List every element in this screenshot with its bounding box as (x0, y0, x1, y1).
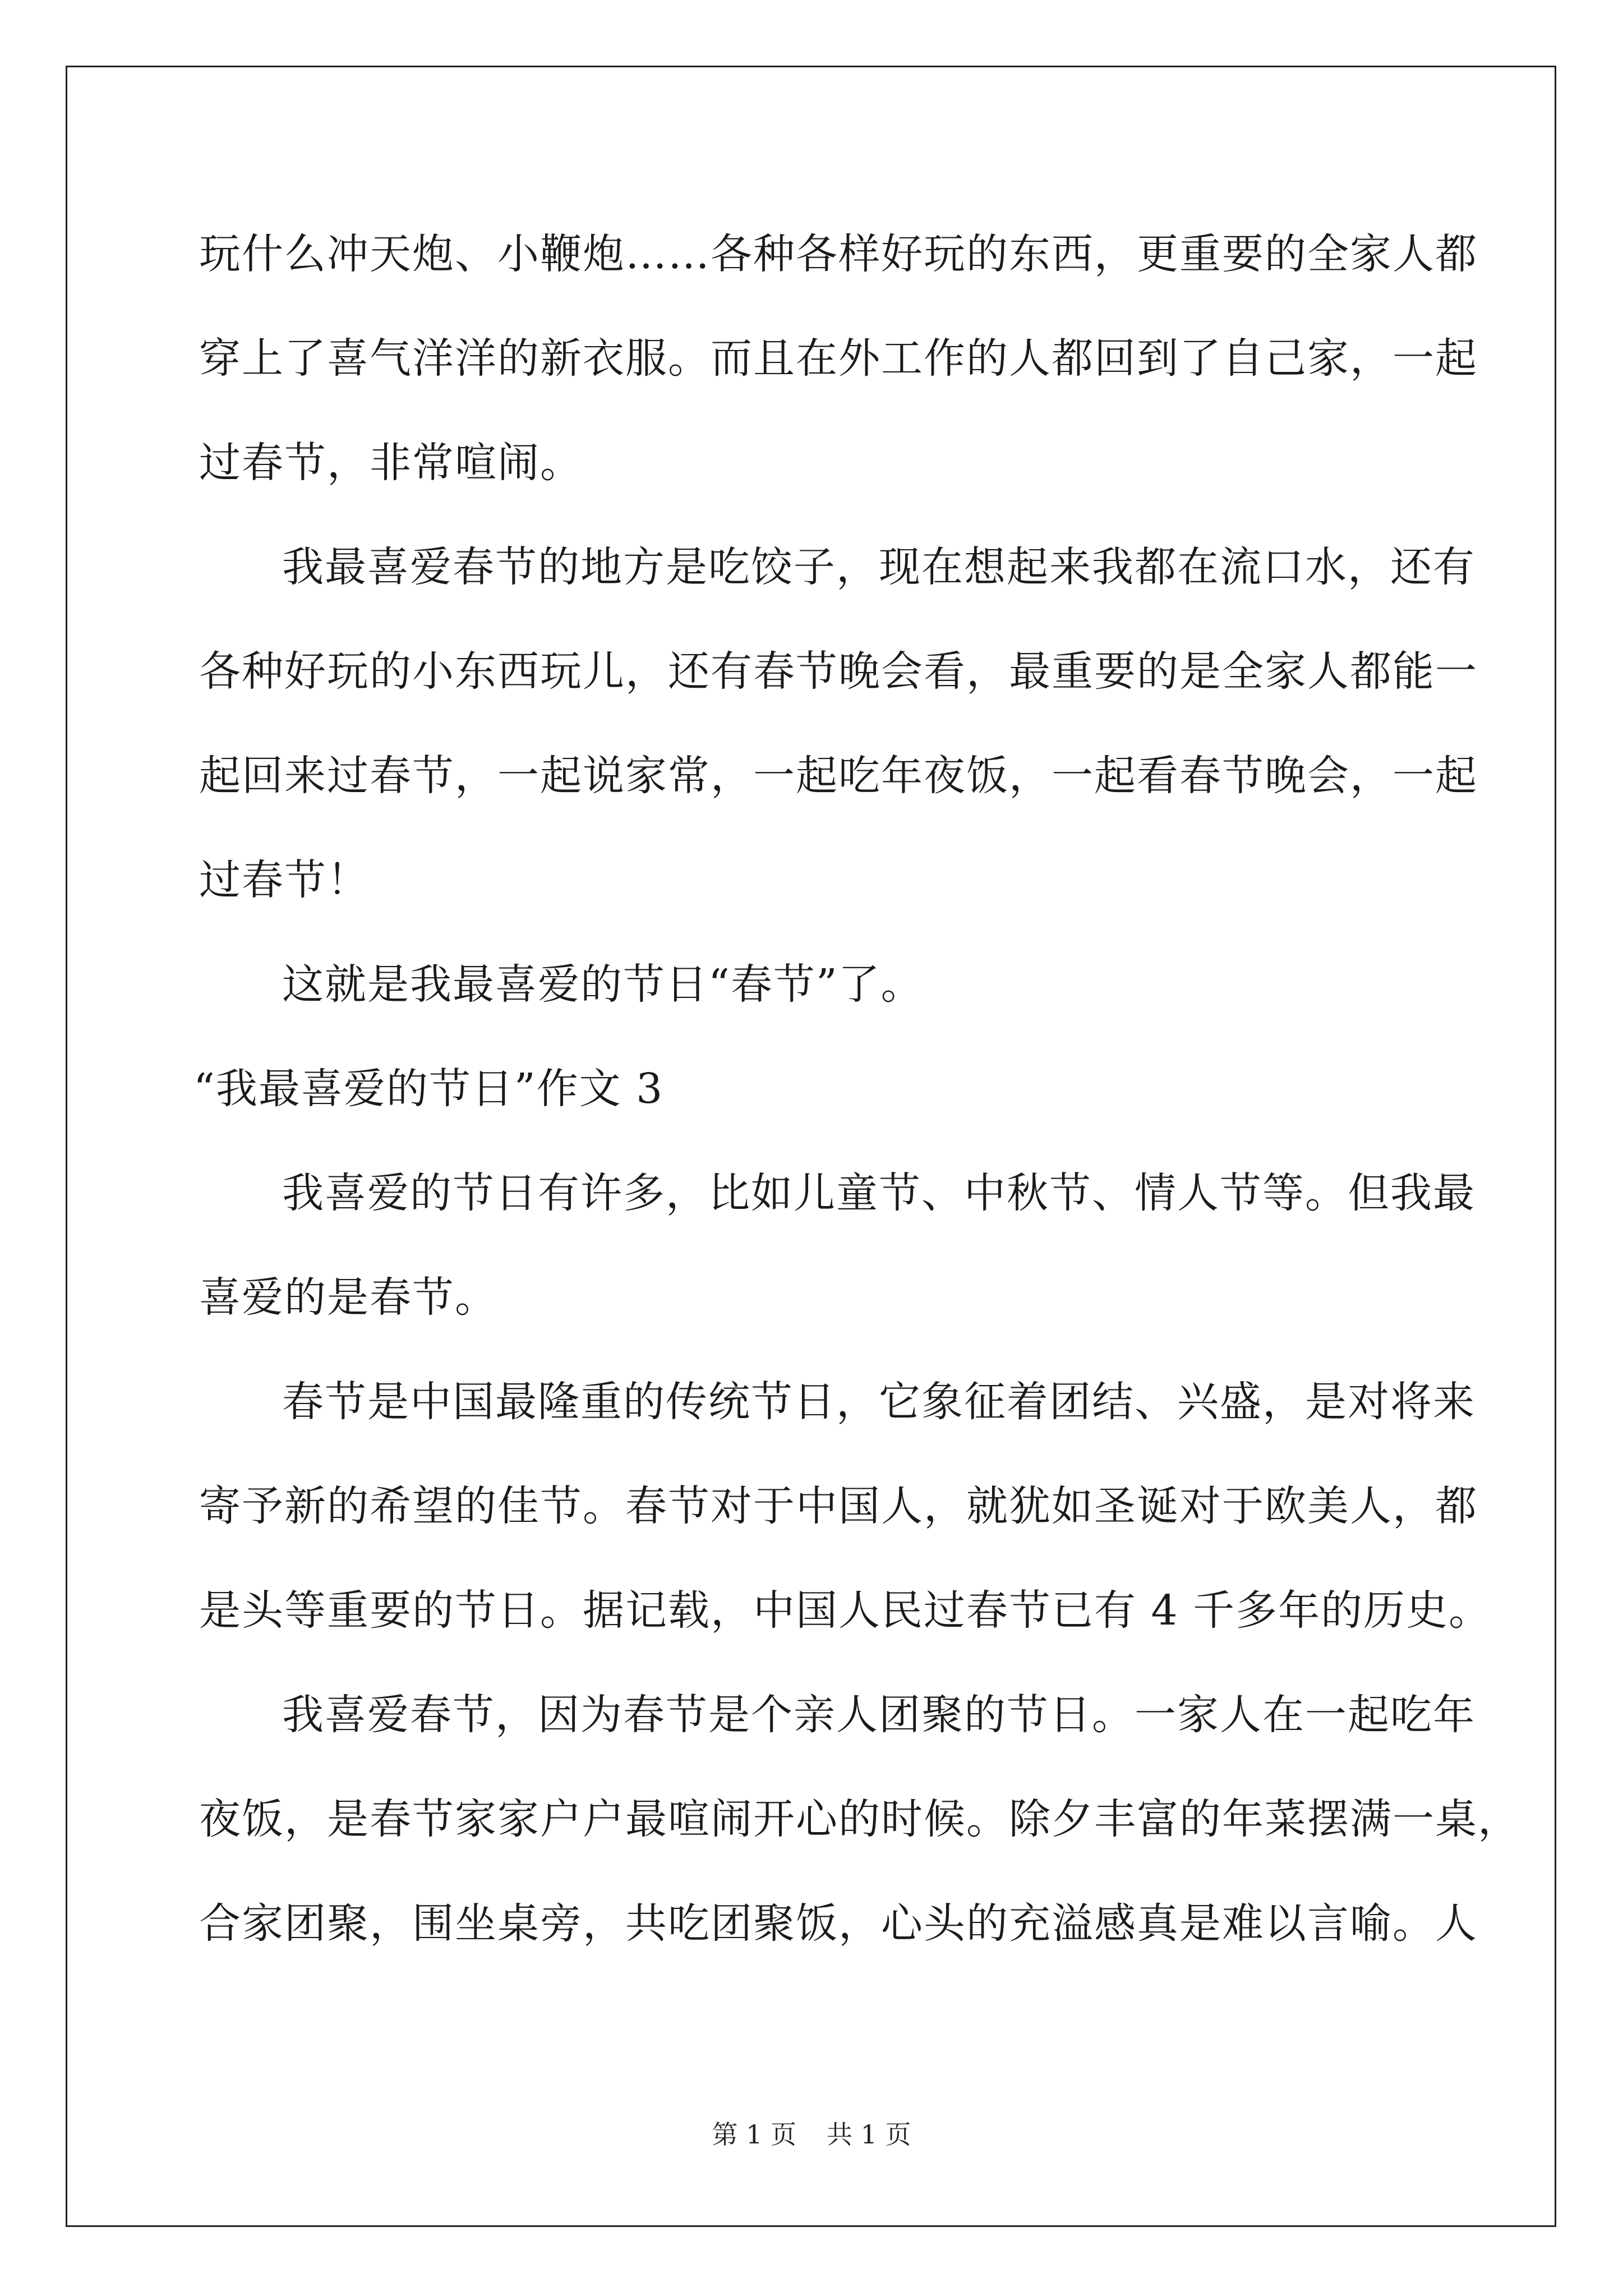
document-body (193, 202, 1520, 1976)
text-line: 各种好玩的小东西玩儿，还有春节晚会看，最重要的是全家人都能一 (199, 647, 1478, 696)
page-footer (0, 2118, 1623, 2151)
paragraph-start-line: 这就是我最喜爱的节日“春节”了。 (282, 960, 924, 1009)
text-line: 合家团聚，围坐桌旁，共吃团聚饭，心头的充溢感真是难以言喻。人 (199, 1899, 1478, 1948)
paragraph-start-line: 我喜爱春节，因为春节是个亲人团聚的节日。一家人在一起吃年 (282, 1691, 1476, 1739)
text-line: 玩什么冲天炮、小鞭炮……各种各样好玩的东西，更重要的全家人都 (199, 230, 1478, 278)
text-line: 过春节！ (199, 856, 370, 904)
paragraph-start-line: 我最喜爱春节的地方是吃饺子，现在想起来我都在流口水，还有 (282, 543, 1476, 591)
text-line: 过春节，非常喧闹。 (199, 439, 583, 487)
text-line: 喜爱的是春节。 (199, 1273, 497, 1322)
page-total: 共 1 页 (827, 2119, 911, 2150)
text-line: 穿上了喜气洋洋的新衣服。而且在外工作的人都回到了自己家，一起 (199, 334, 1478, 383)
text-line: 寄予新的希望的佳节。春节对于中国人，就犹如圣诞对于欧美人，都 (199, 1482, 1478, 1530)
paragraph-start-line: 我喜爱的节日有许多，比如儿童节、中秋节、情人节等。但我最 (282, 1169, 1476, 1217)
paragraph-start-line: 春节是中国最隆重的传统节日，它象征着团结、兴盛，是对将来 (282, 1378, 1476, 1426)
text-line: 夜饭，是春节家家户户最喧闹开心的时候。除夕丰富的年菜摆满一桌， (199, 1795, 1520, 1843)
page-number: 第 1 页 (712, 2119, 796, 2150)
text-line: 起回来过春节，一起说家常，一起吃年夜饭，一起看春节晚会，一起 (199, 752, 1478, 800)
section-heading: “我最喜爱的节日”作文 3 (193, 1065, 664, 1113)
text-line: 是头等重要的节日。据记载，中国人民过春节已有 4 千多年的历史。 (199, 1586, 1492, 1635)
